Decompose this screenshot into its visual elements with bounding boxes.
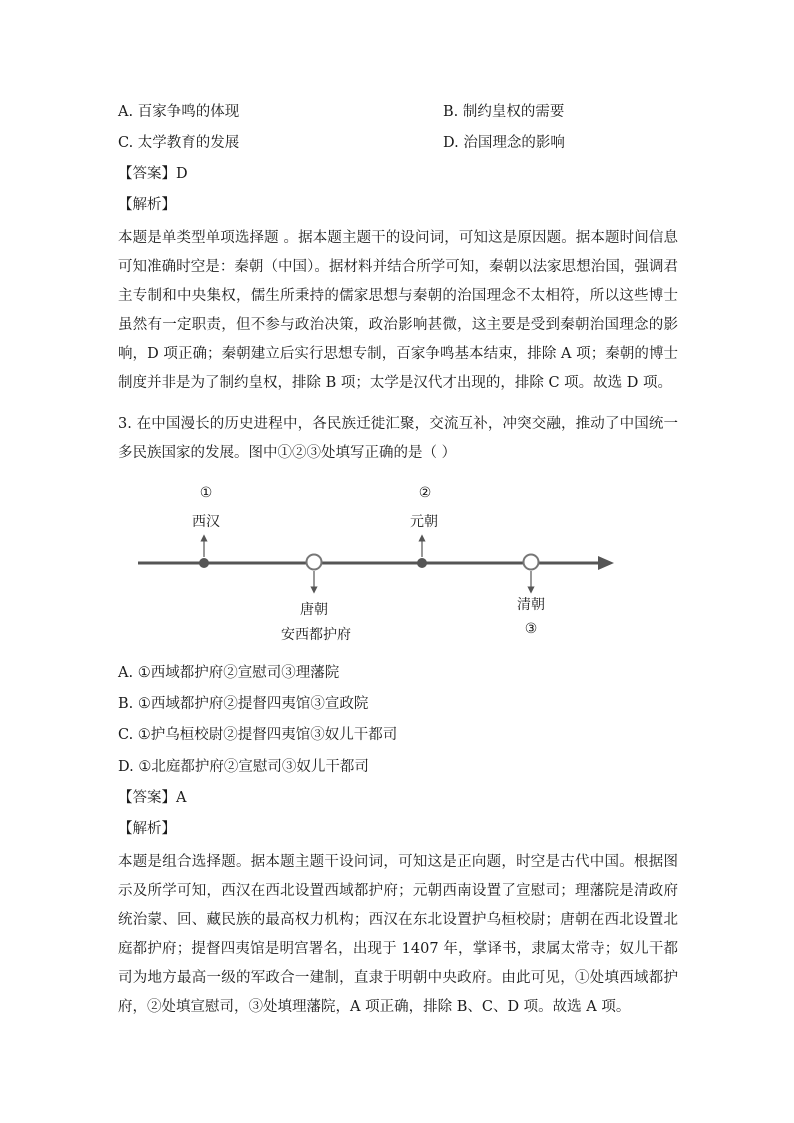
q2-analysis-text: 本题是单类型单项选择题 。据本题主题干的设问词，可知这是原因题。据本题时间信息可知准确时空是：秦朝（中国）。据材料并结合所学可知，秦朝以法家思想治国，强调君主专制和中央集权，儒生所秉持的儒家思想与秦朝的治国理念不太相符，所以这些博士虽然有一定职责，但不参与政治决策，政治影响甚微，这主要是受到秦朝治国理念的影响，D 项正确；秦朝建立后实行思想专制，百家争鸣基本结束，排除 A 项；秦朝的博士制度并非是为了制约皇权，排除 B 项；太学是汉代才出现的，排除 C 项。故选 D 项。	[118, 230, 678, 391]
q2-analysis-label: 【解析】	[118, 197, 176, 213]
q3-option-b: B. ①西域都护府②提督四夷馆③宣政院	[118, 696, 369, 712]
event-4-dot	[524, 555, 539, 570]
event-3-marker: ②	[418, 485, 432, 501]
event-2-sub: 安西都护府	[281, 627, 351, 643]
q3-answer: 【答案】A	[118, 790, 187, 806]
q2-option-b: B. 制约皇权的需要	[443, 104, 565, 120]
timeline-event-yuan	[410, 485, 438, 568]
q2-option-d: D. 治国理念的影响	[443, 135, 565, 151]
event-4-marker: ③	[524, 621, 538, 637]
timeline-event-qing	[517, 555, 545, 638]
event-2-label: 唐朝	[300, 602, 328, 618]
event-1-label: 西汉	[192, 514, 220, 530]
timeline-event-xihan	[192, 485, 220, 568]
q2-option-a: A. 百家争鸣的体现	[118, 104, 240, 120]
event-3-dot	[417, 558, 427, 568]
event-1-marker: ①	[199, 485, 213, 501]
q3-option-a: A. ①西域都护府②宣慰司③理藩院	[118, 665, 340, 681]
q3-option-c: C. ①护乌桓校尉②提督四夷馆③奴儿干都司	[118, 727, 398, 743]
q3-analysis-text: 本题是组合选择题。据本题主题干设问词，可知这是正向题，时空是古代中国。根据图示及所学可知，西汉在西北设置西域都护府；元朝西南设置了宣慰司；理藩院是清政府统治蒙、回、藏民族的最高权力机构；西汉在东北设置护乌桓校尉；唐朝在西北设置北庭都护府；提督四夷馆是明宫署名，出现于 1407 年，掌译书，隶属太常寺；奴儿干都司为地方最高一级的军政合一建制，直隶于明朝中央政府。由此可见，①处填西域都护府，②处填宣慰司，③处填理藩院，A 项正确，排除 B、C、D 项。故选 A 项。	[118, 854, 678, 1015]
event-2-dot	[307, 555, 322, 570]
q3-analysis-label: 【解析】	[118, 821, 176, 837]
event-1-dot	[199, 558, 209, 568]
q2-answer: 【答案】D	[118, 166, 188, 182]
event-3-label: 元朝	[410, 514, 438, 530]
timeline-event-tang	[281, 555, 351, 644]
q3-option-d: D. ①北庭都护府②宣慰司③奴儿干都司	[118, 759, 369, 775]
event-4-label: 清朝	[517, 597, 545, 613]
timeline-diagram	[130, 476, 630, 646]
q3-stem: 3. 在中国漫长的历史进程中，各民族迁徙汇聚，交流互补，冲突交融，推动了中国统一多民族国家的发展。图中①②③处填写正确的是（ ）	[118, 416, 678, 461]
q2-option-c: C. 太学教育的发展	[118, 135, 240, 151]
timeline-arrowhead	[598, 556, 614, 570]
